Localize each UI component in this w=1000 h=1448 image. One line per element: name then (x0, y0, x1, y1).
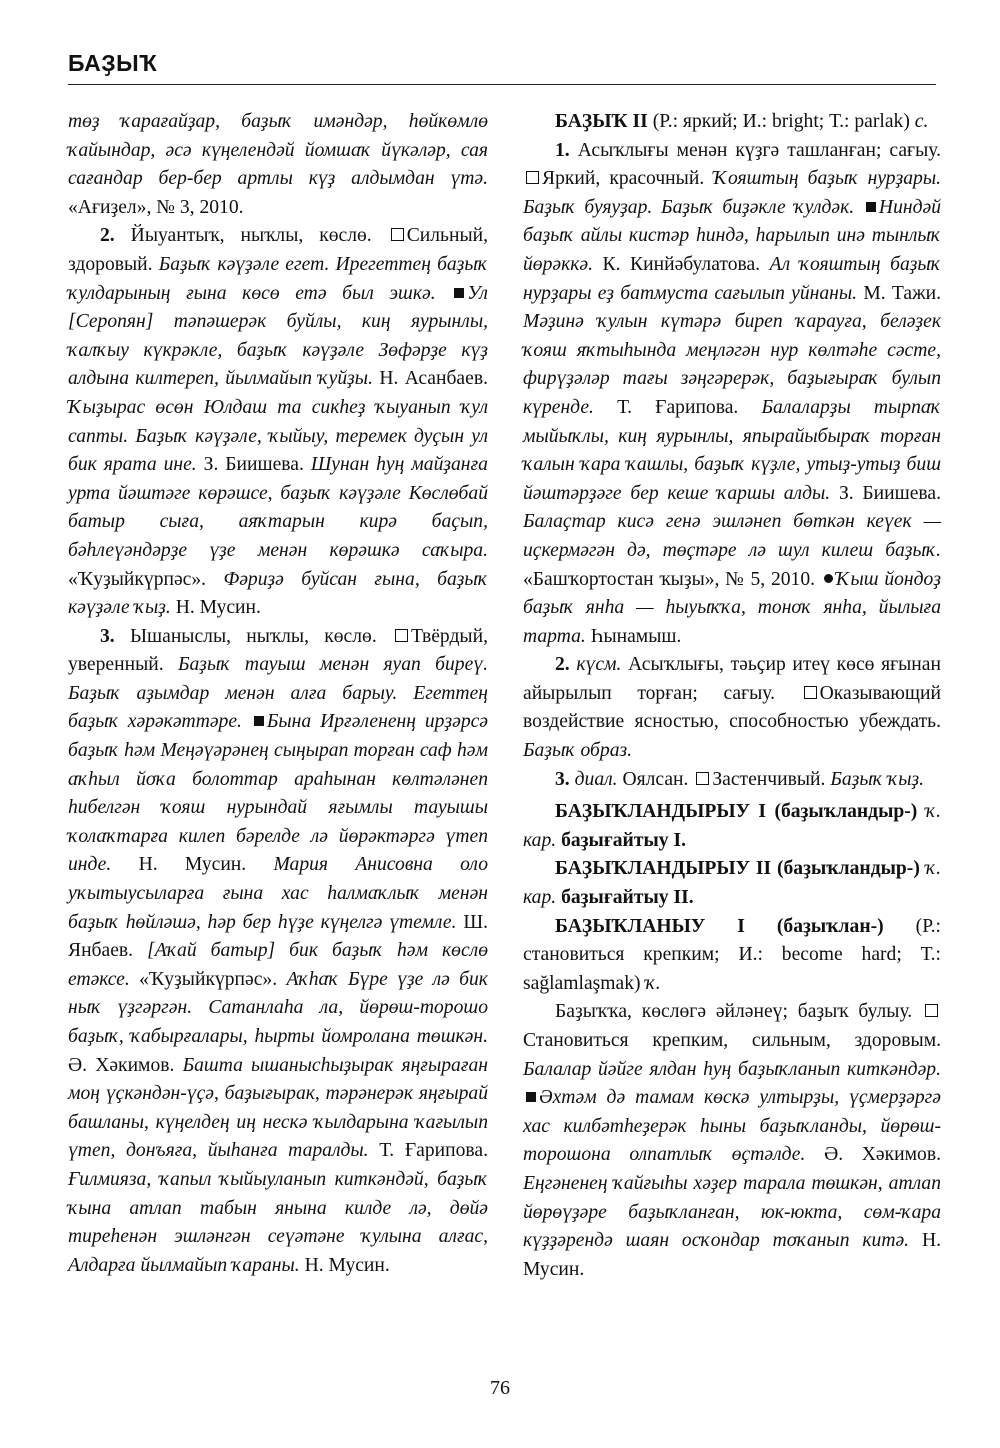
source: «Ҡуҙыйкүрпәс». (139, 968, 278, 990)
stem: (баҙыҡландыр-) (776, 858, 920, 880)
headword: БАҘЫҠЛАНЫУ I (555, 915, 745, 937)
author: Н. Асанбаев. (379, 368, 488, 390)
entry-bazyklanyu-body (523, 998, 941, 1284)
author: Т. Ғарипова. (617, 396, 739, 418)
example: Еңгәненең ҡайғыһы хәҙер тарала төшкән, атлап йөрөүҙәре баҙыҡланған, юк-юкта, сөм-ҡара күҙҙәрендә шаян осҡондар тоҡанып китә. (523, 1172, 941, 1252)
headword: БАҘЫҠ II (555, 111, 648, 132)
example: Баҙыҡ образ. (523, 740, 633, 762)
example: Мәҙинә ҡулын күтәрә биреп ҡарауға, беләҙек ҡояш яҡтыһында меңләгән нур көлтәһе сәсте, фирүҙәләр тағы зәңгәрерәк, баҙығыраҡ булып күренде. (523, 311, 941, 418)
author: З. Биишева. (838, 482, 941, 504)
russian-marker-icon (395, 629, 408, 642)
sense-number: 2. (100, 225, 115, 247)
running-header: БАҘЫҠ (68, 50, 158, 76)
example: Баҙыҡ кәүҙәле егет. Ирегеттең баҙыҡ ҡулдарының ғына көсө етә был эшкә. (68, 253, 488, 304)
example: Мария Анисовна оло уҡытыусыларға ғына хас һалмаҡлыҡ менән баҙыҡ һөйләшә, һәр бер һүҙе күңелгә үтемле. (68, 854, 489, 933)
entry-bazyk-2 (523, 108, 941, 137)
russian-marker-icon (696, 772, 709, 785)
cross-reference-label: ҡ. кар. (523, 858, 941, 909)
entry-bazyklandyryu-2 (523, 855, 941, 912)
entry-continuation (68, 108, 488, 222)
russian-marker-icon (526, 171, 539, 184)
usage-label: диал. (574, 768, 618, 790)
source: Һынамыш. (590, 625, 682, 647)
source: «Башҡортостан ҡыҙы», № 5, 2010. (523, 568, 816, 590)
russian-marker-icon (925, 1004, 938, 1017)
entry-bazyklandyryu-1 (523, 798, 941, 855)
example: Аҡһаҡ Бүре үҙе лә бик ныҡ үҙгәргән. Сатанлаһа ла, йөрөш-торошо баҙыҡ, ҡабырғалары, һырты йомролана төшкән. (68, 968, 488, 1047)
quote-marker-icon (866, 202, 876, 212)
author: К. Кинйәбулатова. (602, 253, 761, 275)
cross-reference-label: ҡ. кар. (523, 801, 941, 851)
page-number: 76 (490, 1377, 510, 1399)
author: Ә. Хәкимов. (68, 1054, 175, 1076)
author: Н. Мусин. (523, 1230, 941, 1280)
source: «Ағиҙел», № 3, 2010. (68, 196, 244, 218)
example: Балаҫтар кисә генә эшләнеп бөткән кеүек — иҫкермәгән дә, төҫтәре лә шул килеш баҙыҡ. (523, 511, 941, 561)
russian-translation: Твёрдый, уверенный. (68, 625, 488, 676)
stem: (баҙыҡлан-) (776, 915, 884, 937)
example: Башта ышанысһыҙырак яңғыраған моң үҫкәндән-үҫә, баҙығырак, тәрәнерәк яңғырай башланы, күңелдең иң нескә ҡылдарына ҡағылып үтеп, донъяға, йыһанға таралды. (68, 1054, 488, 1162)
author: Ә. Хәкимов. (824, 1144, 941, 1166)
definition: Баҙыҡҡа, көслөгә әйләнеү; баҙыҡ булыу. (555, 1001, 913, 1023)
quote-marker-icon (526, 1092, 536, 1102)
example: Балаларҙы тырпаҡ мыйыҡлы, киң яурынлы, япырайыбыраҡ торған ҡалын ҡара ҡашлы, баҙыҡ күҙле, утыҙ-утыҙ биш йәштәрҙәге бер кеше ҡаршы алды. (523, 396, 941, 504)
cross-reference-target: баҙығайтыу II. (561, 887, 694, 909)
example: Шунан һуң майҙанға урта йәштәге көрәшсе, баҙыҡ кәүҙәле Көслөбай батыр сыға, аяҡтарын кирә баҫып, бәһлеүәндәрҙе үҙе менән көрәшкә саҡыра. (68, 454, 488, 561)
russian-translation: Становиться крепким, сильным, здоровым. (523, 1030, 941, 1051)
example: Ниндәй баҙыҡ айлы кистәр һиндә, һарылып инә тынлыҡ йөрәккә. (523, 196, 941, 275)
russian-translation: Сильный, здоровый. (68, 225, 488, 275)
author: Ш. Янбаев. (68, 911, 488, 962)
sense-number: 1. (555, 139, 570, 161)
sense-3 (523, 766, 941, 795)
russian-marker-icon (804, 686, 817, 699)
etymology: (Р.: становиться крепким; И.: become hard; Т.: sağlamlaşmak) (523, 915, 941, 994)
sense-number: 3. (555, 768, 570, 790)
definition: Асыҡлығы, тәьҫир итеү көсө яғынан айырылып торған; сағыу. (523, 654, 941, 704)
sense-number: 2. (555, 654, 570, 676)
entry-bazyklanyu-1 (523, 913, 941, 999)
author: Н. Мусин. (304, 1254, 390, 1276)
headword: БАҘЫҠЛАНДЫРЫУ II (555, 858, 772, 880)
example: Әхтәм дә тамам көскә ултырҙы, үҫмерҙәргә хас килбәтһеҙерәк һыны баҙыҡланды, йөрөш-торошона олпатлыҡ өҫтәлде. (523, 1087, 941, 1166)
example: Баҙыҡ тауыш менән яуап биреү. Баҙыҡ аҙымдар менән алға барыу. Егеттең баҙыҡ хәрәкәттәре. (68, 654, 488, 733)
russian-translation: Яркий, красочный. (542, 168, 705, 190)
author: З. Биишева. (203, 454, 304, 476)
author: Т. Ғарипова. (379, 1140, 489, 1162)
cross-reference-target: баҙығайтыу I. (561, 829, 686, 851)
quote-marker-icon (454, 288, 464, 298)
source: «Ҡуҙыйкүрпәс». (68, 568, 207, 590)
example: төҙ ҡарағайҙар, баҙыҡ имәндәр, һөйкөмлө ҡайындар, әсә күңелендәй йомшаҡ йүкәләр, сая сағандар бер-бер артлы күҙ алдымдан үтә. (68, 111, 488, 190)
left-column (68, 108, 488, 1280)
sense-3 (68, 623, 488, 1281)
definition: Оялсан. (622, 768, 689, 790)
example: Ҡояштың баҙыҡ нурҙары. Баҙыҡ буяуҙар. Баҙыҡ биҙәкле ҡулдәк. (523, 168, 941, 218)
part-of-speech: с. (914, 111, 929, 132)
definition: Асыҡлығы менән күҙгә ташланған; сағыу. (577, 139, 941, 161)
example: Фәриҙә буйсан ғына, баҙыҡ кәүҙәле ҡыҙ. (68, 568, 488, 619)
proverb-marker-icon (824, 574, 833, 583)
author: М. Тажи. (863, 282, 941, 304)
usage-label: күсм. (576, 654, 622, 676)
definition: Йыуантыҡ, ныҡлы, көслө. (130, 225, 372, 247)
example: Ал ҡояштың баҙыҡ нурҙары еҙ батмуста сағылып уйнаны. (523, 253, 941, 304)
sense-1 (523, 137, 941, 652)
definition: Ышаныслы, ныҡлы, көслө. (129, 625, 377, 647)
example: Ҡыҙырас өсөн Юлдаш та сикһеҙ ҡыуанып ҡул сапты. Баҙыҡ кәүҙәле, ҡыйыу, теремек дуҫын ул бик ярата ине. (68, 396, 488, 476)
example: Ғилмияза, ҡапыл ҡыйыуланып киткәндәй, баҙыҡ ҡына атлап табын янына килде лә, дөйә тиреһенән эшләнгән сеүәтәне ҡулына алғас, Алдарға йылмайып ҡараны. (68, 1168, 488, 1276)
russian-translation: Застенчивый. (712, 768, 826, 790)
stem: (баҙыҡландыр-) (774, 801, 918, 823)
quote-marker-icon (254, 716, 264, 726)
sense-2 (523, 651, 941, 765)
example: Бына Ирғәлененң ирҙәрсә баҙыҡ һәм Меңәүәрәнең сыңырап торған саф һәм аҡһыл йоҡа болоттар араһынан көлтәләнеп һибелгән ҡояш нурындай яғымлы тауышы ҡолаҡтарға килеп бәрелде лә йөрәктәргә үтеп инде. (68, 711, 489, 876)
sense-2 (68, 222, 488, 622)
example: Балалар йәйге ялдан һуң баҙыҡланып киткәндәр. (523, 1058, 941, 1080)
etymology: (Р.: яркий; И.: bright; Т.: parlak) (652, 111, 910, 132)
russian-translation: Оказывающий воздействие ясностью, способностью убеждать. (523, 682, 941, 733)
right-column (523, 108, 941, 1284)
example: Ул [Серопян] тәпәшерәк буйлы, киң яурынлы, ҡалҡыу күкрәкле, баҙыҡ кәүҙәле Зөфәрҙе күҙ алдына килтереп, йылмайып ҡуйҙы. (68, 282, 488, 390)
russian-marker-icon (391, 228, 404, 241)
author: Н. Мусин. (175, 597, 261, 619)
part-of-speech: ҡ. (645, 972, 661, 994)
sense-number: 3. (100, 625, 115, 647)
author: Н. Мусин. (138, 854, 247, 876)
headword: БАҘЫҠЛАНДЫРЫУ I (555, 801, 767, 823)
header-rule (68, 84, 936, 85)
example: [Аҡай батыр] бик баҙыҡ һәм көслө етәксе. (68, 940, 488, 990)
example: Баҙыҡ ҡыҙ. (830, 768, 925, 790)
example: Ҡыш йондоҙ баҙыҡ янһа — һыуыҡҡа, тоноҡ янһа, йылыға тарта. (523, 568, 941, 647)
